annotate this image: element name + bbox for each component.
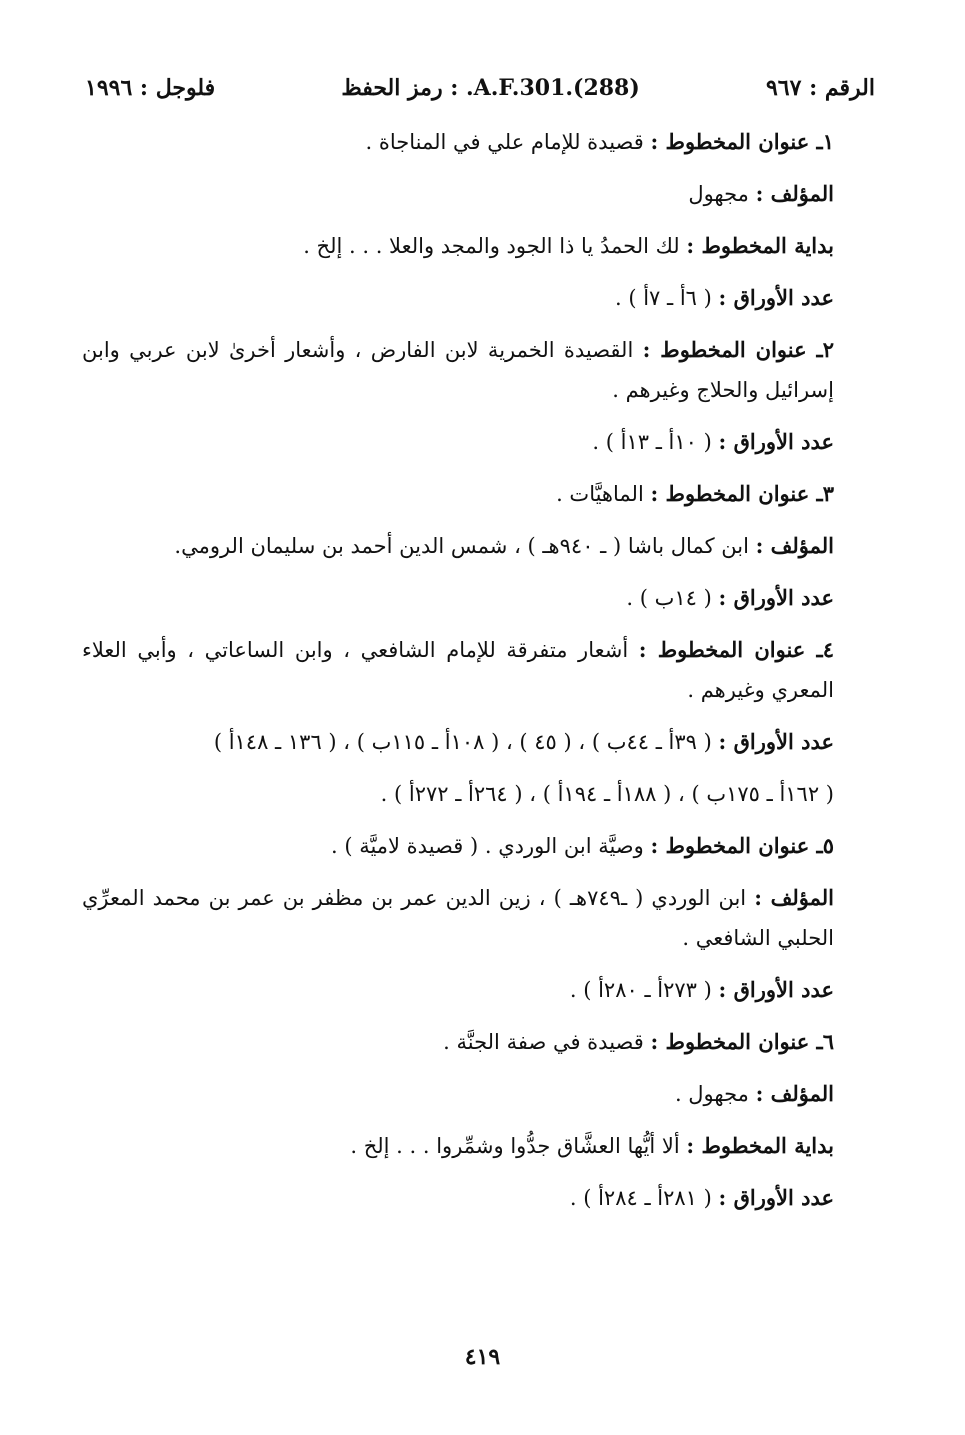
entry-value: ( ٢٧٣أ ـ ٢٨٠أ ) .: [569, 978, 719, 1002]
entry-value: القصيدة الخمرية لابن الفارض ، وأشعار أخرىٰ لابن عربي وابن إسرائيل والحلاج وغيرهم .: [82, 338, 834, 402]
entry-label: المؤلف :: [755, 1081, 834, 1106]
entry-label: ٥ـ عنوان المخطوط :: [650, 833, 834, 858]
entry-label: عدد الأوراق :: [718, 729, 834, 754]
entry-value: الماهيَّات .: [556, 482, 651, 506]
entry-label: عدد الأوراق :: [718, 1185, 834, 1210]
entry-line: [82, 1022, 874, 1062]
entry-label: عدد الأوراق :: [718, 585, 834, 610]
entry-line: [82, 630, 874, 710]
entry-line: [82, 278, 874, 318]
entry-value: ( ١٦٢أ ـ ١٧٥ب ) ، ( ١٨٨أ ـ ١٩٤أ ) ، ( ٢٦٤أ ـ ٢٧٢أ ) .: [380, 782, 834, 806]
entry-line: [82, 1126, 874, 1166]
entry-label: المؤلف :: [755, 181, 834, 206]
entry-line: [82, 774, 874, 814]
entry-value: ابن كمال باشا ( ـ ٩٤٠هـ ) ، شمس الدين أحمد بن سليمان الرومي.: [174, 534, 756, 558]
entry-value: وصيَّة ابن الوردي . ( قصيدة لاميَّة ) .: [330, 834, 651, 858]
entry-value: ( ٣٩أ ـ ٤٤ب ) ، ( ٤٥ ) ، ( ١٠٨أ ـ ١١٥ب ) ، ( ١٣٦ ـ ١٤٨أ ): [213, 730, 719, 754]
entry-label: بداية المخطوط :: [686, 1133, 834, 1158]
entry-value: ألا أيُّها العشَّاق جدُّوا وشمِّروا . . . إلخ .: [350, 1134, 687, 1158]
entry-value: ( ١٠أ ـ ١٣أ ) .: [592, 430, 719, 454]
entry-line: [82, 174, 874, 214]
entry-line: [82, 970, 874, 1010]
entry-value: ابن الوردي ( ـ٧٤٩هـ ) ، زين الدين عمر بن مظفر بن عمر بن محمد المعرِّي الحلبي الشافعي .: [82, 886, 834, 950]
entry-value: مجهول: [688, 182, 756, 206]
entry-label: المؤلف :: [755, 533, 834, 558]
entry-line: [82, 122, 874, 162]
catalog-body: [82, 122, 874, 1230]
entry-value: قصيدة للإمام علي في المناجاة .: [365, 130, 651, 154]
entry-label: ٣ـ عنوان المخطوط :: [650, 481, 834, 506]
entry-value: ( ٦أ ـ ٧أ ) .: [614, 286, 719, 310]
page-number: ٤١٩: [464, 1344, 501, 1370]
entry-label: ٢ـ عنوان المخطوط :: [642, 337, 834, 362]
entry-label: ٦ـ عنوان المخطوط :: [650, 1029, 834, 1054]
page-header: [85, 70, 875, 106]
entry-value: قصيدة في صفة الجنَّة .: [443, 1030, 651, 1054]
entry-label: عدد الأوراق :: [718, 285, 834, 310]
entry-line: [82, 1074, 874, 1114]
entry-value: لك الحمدُ يا ذا الجود والمجد والعلا . . . إلخ .: [303, 234, 687, 258]
entry-line: [82, 826, 874, 866]
entry-label: المؤلف :: [754, 885, 834, 910]
entry-line: [82, 878, 874, 958]
entry-label: عدد الأوراق :: [718, 977, 834, 1002]
entry-line: [82, 474, 874, 514]
entry-label: ٤ـ عنوان المخطوط :: [638, 637, 834, 662]
flugel-number: فلوجل : ١٩٩٦: [85, 75, 216, 101]
storage-code: رمز الحفظ : .A.F.301.(288): [341, 75, 640, 101]
entry-value: أشعار متفرقة للإمام الشافعي ، وابن الساعاتي ، وأبي العلاء المعري وغيرهم .: [82, 638, 834, 702]
entry-line: [82, 578, 874, 618]
entry-label: عدد الأوراق :: [718, 429, 834, 454]
entry-line: [82, 526, 874, 566]
entry-value: مجهول .: [674, 1082, 756, 1106]
entry-label: بداية المخطوط :: [686, 233, 834, 258]
entry-line: [82, 330, 874, 410]
manuscript-number: الرقم : ٩٦٧: [765, 75, 875, 101]
entry-label: ١ـ عنوان المخطوط :: [650, 129, 834, 154]
entry-value: ( ١٤ب ) .: [626, 586, 719, 610]
entry-line: [82, 422, 874, 462]
entry-line: [82, 226, 874, 266]
entry-value: ( ٢٨١أ ـ ٢٨٤أ ) .: [569, 1186, 719, 1210]
entry-line: [82, 1178, 874, 1218]
entry-line: [82, 722, 874, 762]
